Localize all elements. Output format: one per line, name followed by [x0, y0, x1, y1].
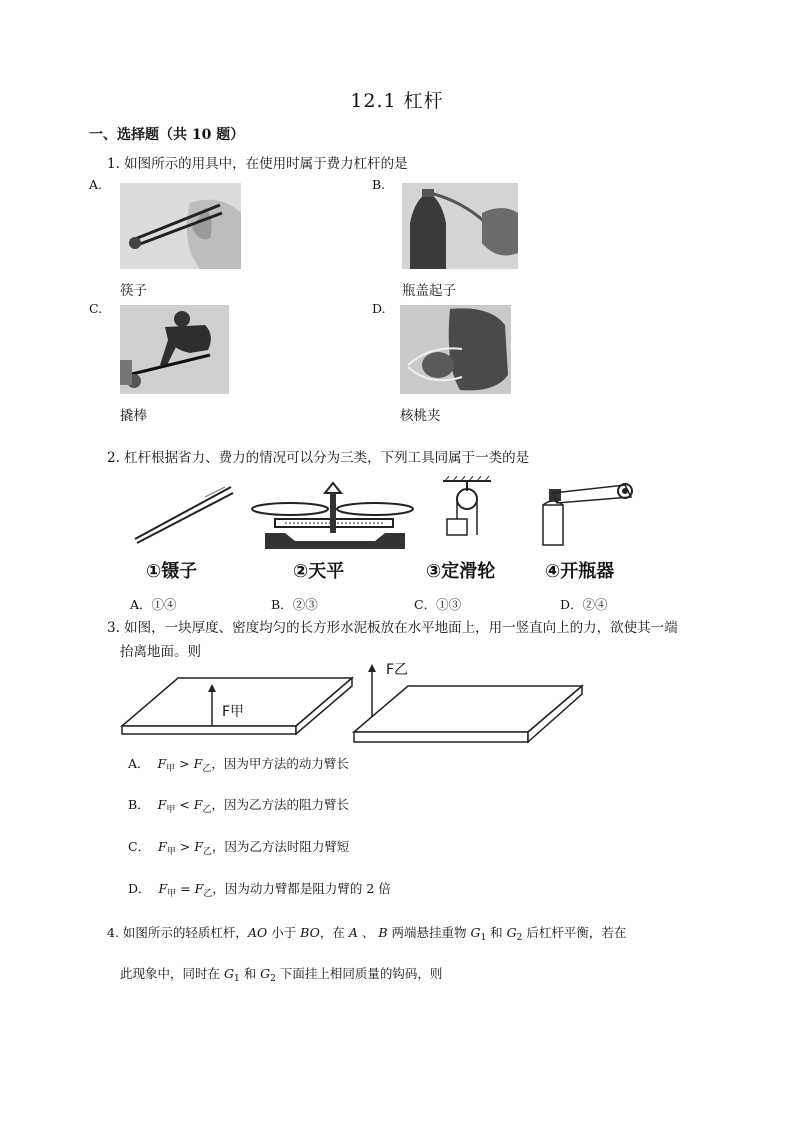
q2-option-c[interactable]: C．①③: [414, 597, 462, 612]
q2-label-pulley: ③定滑轮: [426, 561, 496, 582]
q3-stem-line1: 3. 如图，一块厚度、密度均匀的长方形水泥板放在水平地面上，用一竖直向上的力，欲使其一端: [107, 620, 678, 636]
q2-label-balance: ②天平: [293, 561, 345, 582]
q2-option-b[interactable]: B．②③: [271, 597, 318, 612]
q3-option-a[interactable]: A． $F_甲 > F_乙$，因为甲方法的动力臂长: [128, 756, 349, 774]
q3-option-d[interactable]: D． $F_甲 = F_乙$，因为动力臂都是阻力臂的 2 倍: [128, 881, 391, 899]
q1-option-d-caption: 核桃夹: [400, 408, 441, 424]
q1-option-d-letter[interactable]: D.: [372, 301, 386, 316]
q1-option-b-letter[interactable]: B.: [372, 177, 386, 192]
q3-stem-line2: 抬离地面。则: [120, 644, 201, 660]
q1-option-b-caption: 瓶盖起子: [402, 283, 456, 299]
q3-force-label-left: F甲: [222, 704, 245, 720]
q2-label-tweezers: ①镊子: [146, 561, 198, 582]
crowbar-photo: [120, 305, 229, 394]
section-heading: 一、选择题（共 10 题）: [89, 127, 245, 143]
balance-scale-icon: [252, 483, 413, 549]
nutcracker-photo: [400, 305, 511, 394]
q2-option-a[interactable]: A．①④: [130, 597, 177, 612]
bottle-opener-icon: [543, 484, 632, 545]
q4-stem-line2: 此现象中，同时在 $G_1$ 和 $G_2$ 下面挂上相同质量的钩码，则: [120, 966, 443, 984]
q2-option-d[interactable]: D．②④: [560, 597, 608, 612]
q4-stem-line1: 4. 如图所示的轻质杠杆，AO 小于 BO，在 A 、 B 两端悬挂重物 $G_1$ 和 $G_2$ 后杠杆平衡，若在: [107, 925, 627, 943]
q2-tools-figure: [125, 475, 645, 555]
q1-option-a-caption: 筷子: [120, 283, 147, 299]
q1-option-c-caption: 撬棒: [120, 408, 147, 424]
q3-slab-figure: [118, 658, 588, 744]
fixed-pulley-icon: [443, 476, 491, 535]
bottle-opener-photo: [402, 183, 518, 269]
chopsticks-photo: [120, 183, 241, 269]
q3-option-c[interactable]: C． $F_甲 > F_乙$，因为乙方法时阻力臂短: [128, 839, 350, 857]
q3-force-label-right: F乙: [386, 662, 409, 678]
q2-label-opener: ④开瓶器: [545, 561, 615, 582]
tweezers-icon: [135, 487, 233, 543]
q1-option-a-letter[interactable]: A.: [89, 177, 103, 192]
q3-option-b[interactable]: B． $F_甲 < F_乙$，因为乙方法的阻力臂长: [128, 797, 350, 815]
q2-stem: 2. 杠杆根据省力、费力的情况可以分为三类，下列工具同属于一类的是: [107, 450, 530, 466]
page-title: 12.1 杠杆: [350, 90, 444, 112]
q1-stem: 1. 如图所示的用具中，在使用时属于费力杠杆的是: [107, 156, 408, 172]
q1-option-c-letter[interactable]: C.: [89, 301, 103, 316]
